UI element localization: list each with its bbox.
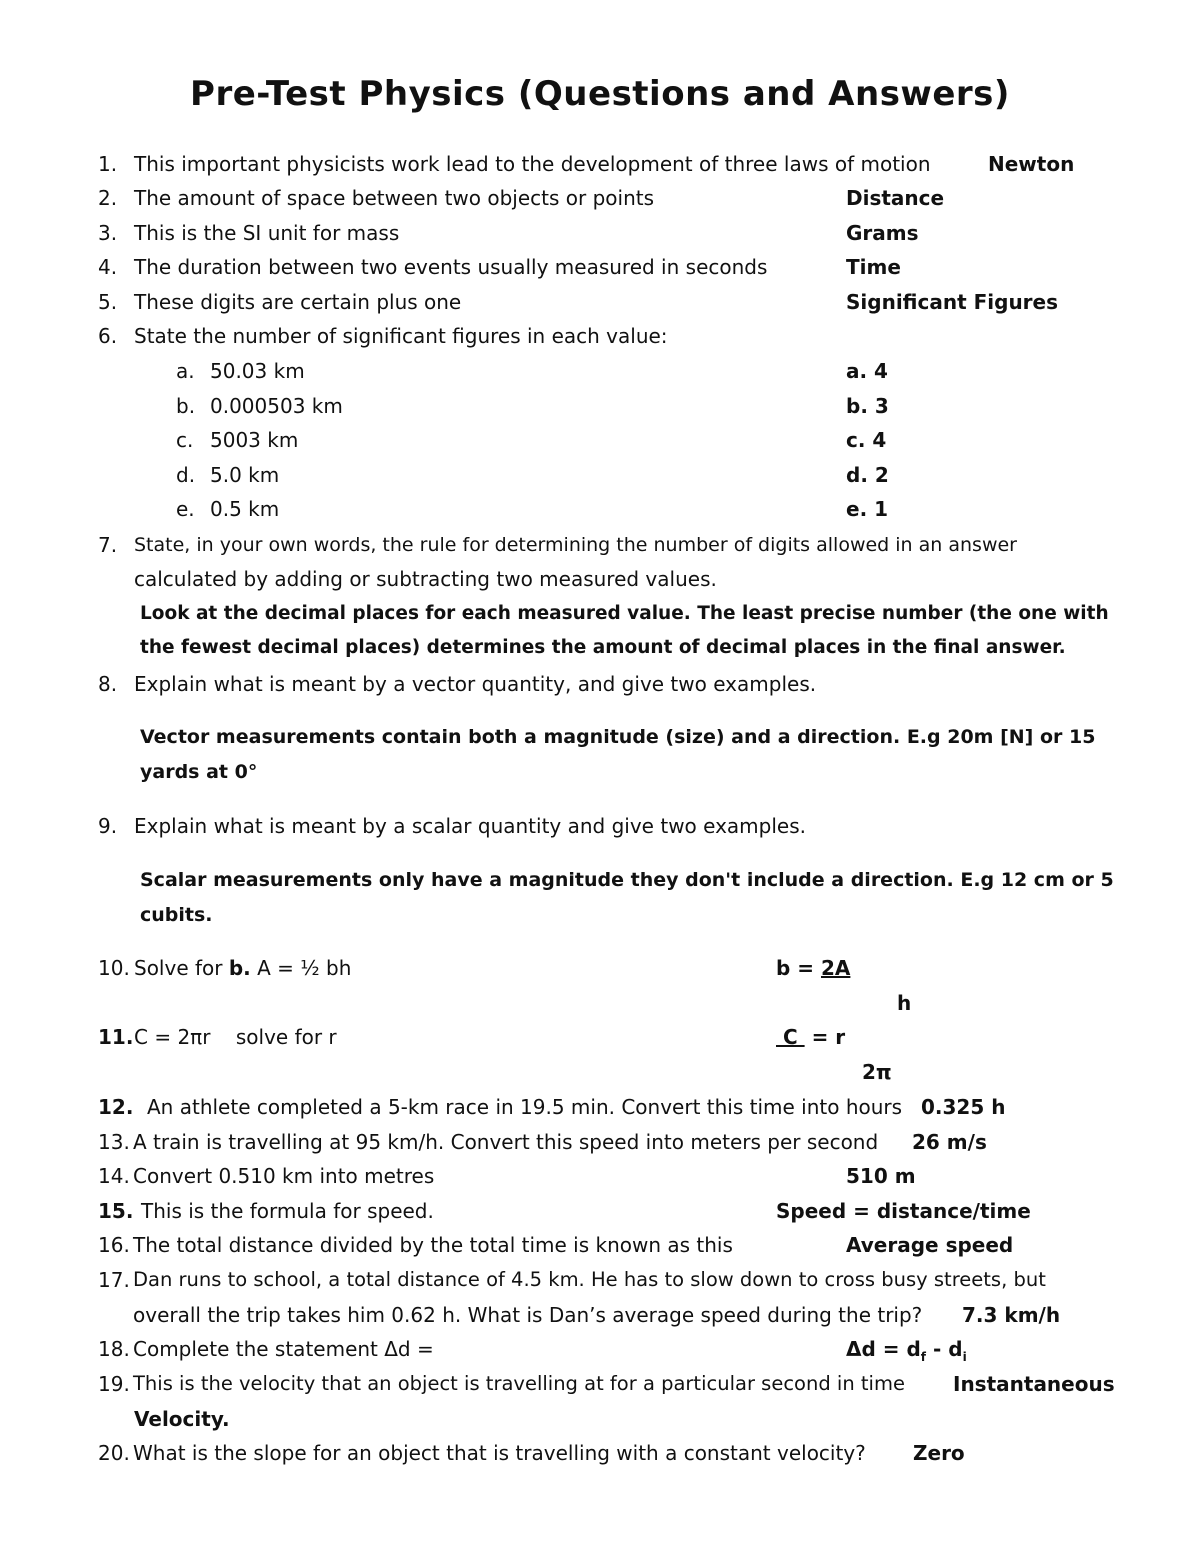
- q16-answer: Average speed: [846, 1233, 1014, 1257]
- q7-answer-line1: Look at the decimal places for each measured value. The least precise number (the one with: [140, 603, 1109, 624]
- q14-text: Convert 0.510 km into metres: [133, 1164, 435, 1188]
- q6-item-answer: c. 4: [846, 428, 887, 452]
- q4-answer: Time: [846, 255, 901, 279]
- q18-answer: $\Delta d = d_f - d_i$: [846, 1337, 967, 1364]
- q6-item-letter: e.: [176, 497, 195, 521]
- q19-text: This is the velocity that an object is travelling at for a particular second in time: [133, 1372, 905, 1395]
- q11-answer: C = r: [776, 1025, 846, 1049]
- q2-number: 2.: [98, 186, 118, 210]
- q1-answer: Newton: [988, 152, 1075, 176]
- page-title: Pre-Test Physics (Questions and Answers): [190, 74, 1010, 114]
- q17-text-line1: Dan runs to school, a total distance of 4.5 km. He has to slow down to cross busy streets, but: [133, 1268, 1046, 1291]
- q9-answer-line2: cubits.: [140, 904, 213, 926]
- q18-text: Complete the statement Δd =: [133, 1337, 434, 1361]
- q20-answer: Zero: [913, 1441, 965, 1465]
- q6-text: State the number of significant figures in each value:: [134, 324, 668, 348]
- q6-item-answer: a. 4: [846, 359, 888, 383]
- q20-text: What is the slope for an object that is travelling with a constant velocity?: [133, 1441, 866, 1465]
- q19-answer-line1: Instantaneous: [953, 1372, 1115, 1396]
- q9-answer-line1: Scalar measurements only have a magnitude they don't include a direction. E.g 12 cm or 5: [140, 869, 1114, 891]
- q16-text: The total distance divided by the total time is known as this: [133, 1233, 733, 1257]
- q5-answer: Significant Figures: [846, 290, 1059, 314]
- q15-answer: Speed = distance/time: [776, 1199, 1031, 1223]
- q8-text: Explain what is meant by a vector quantity, and give two examples.: [134, 672, 817, 696]
- q16-number: 16.: [98, 1233, 130, 1257]
- q13-number: 13.: [98, 1130, 130, 1154]
- q11-text: C = 2πr solve for r: [134, 1025, 337, 1049]
- q7-answer-line2: the fewest decimal places) determines the amount of decimal places in the final answer.: [140, 637, 1066, 658]
- q2-answer: Distance: [846, 186, 945, 210]
- q6-item-answer: e. 1: [846, 497, 889, 521]
- q6-item-value: 5003 km: [210, 428, 299, 452]
- q6-item-value: 50.03 km: [210, 359, 305, 383]
- q6-number: 6.: [98, 324, 118, 348]
- q3-number: 3.: [98, 221, 118, 245]
- q6-item-value: 0.000503 km: [210, 394, 343, 418]
- q3-answer: Grams: [846, 221, 919, 245]
- q6-item-letter: a.: [176, 359, 195, 383]
- q14-answer: 510 m: [846, 1164, 916, 1188]
- q2-text: The amount of space between two objects or points: [134, 186, 655, 210]
- q15-number: 15.: [98, 1199, 134, 1223]
- q4-text: The duration between two events usually measured in seconds: [134, 255, 768, 279]
- q14-number: 14.: [98, 1164, 130, 1188]
- q8-answer-line1: Vector measurements contain both a magnitude (size) and a direction. E.g 20m [N] or 15: [140, 726, 1096, 748]
- q8-answer-line2: yards at 0°: [140, 761, 258, 783]
- q6-item-answer: d. 2: [846, 463, 889, 487]
- q6-item-letter: c.: [176, 428, 194, 452]
- q8-number: 8.: [98, 672, 118, 696]
- q1-number: 1.: [98, 152, 118, 176]
- q6-item-answer: b. 3: [846, 394, 889, 418]
- q17-number: 17.: [98, 1268, 130, 1292]
- q5-text: These digits are certain plus one: [134, 290, 462, 314]
- q17-text-line2: overall the trip takes him 0.62 h. What is Dan’s average speed during the trip?: [133, 1303, 923, 1327]
- q6-item-letter: d.: [176, 463, 196, 487]
- q4-number: 4.: [98, 255, 118, 279]
- q19-answer-line2: Velocity.: [134, 1407, 230, 1431]
- q10-number: 10.: [98, 956, 130, 980]
- q7-text-line2: calculated by adding or subtracting two measured values.: [134, 567, 717, 591]
- q19-number: 19.: [98, 1372, 130, 1396]
- q18-number: 18.: [98, 1337, 130, 1361]
- q20-number: 20.: [98, 1441, 130, 1465]
- q7-number: 7.: [98, 533, 118, 557]
- q11-number: 11.: [98, 1025, 134, 1049]
- q17-answer: 7.3 km/h: [962, 1303, 1061, 1327]
- q7-text-line1: State, in your own words, the rule for determining the number of digits allowed in an answer: [134, 534, 1017, 556]
- q9-number: 9.: [98, 814, 118, 838]
- q12-answer: 0.325 h: [921, 1095, 1006, 1119]
- q9-text: Explain what is meant by a scalar quantity and give two examples.: [134, 814, 807, 838]
- q6-item-letter: b.: [176, 394, 196, 418]
- q11-answer-denominator: 2π: [862, 1060, 892, 1084]
- q1-text: This important physicists work lead to the development of three laws of motion: [134, 152, 931, 176]
- q13-answer: 26 m/s: [912, 1130, 987, 1154]
- q12-number: 12.: [98, 1095, 134, 1119]
- q10-text: Solve for b. A = ½ bh: [134, 956, 352, 980]
- q6-item-value: 5.0 km: [210, 463, 280, 487]
- q12-text: An athlete completed a 5-km race in 19.5 min. Convert this time into hours: [147, 1095, 903, 1119]
- q15-text: This is the formula for speed.: [141, 1199, 434, 1223]
- q10-answer-denominator: h: [897, 991, 912, 1015]
- q6-item-value: 0.5 km: [210, 497, 280, 521]
- q3-text: This is the SI unit for mass: [134, 221, 400, 245]
- q10-answer: b = 2A: [776, 956, 851, 980]
- q5-number: 5.: [98, 290, 118, 314]
- q13-text: A train is travelling at 95 km/h. Convert this speed into meters per second: [133, 1130, 879, 1154]
